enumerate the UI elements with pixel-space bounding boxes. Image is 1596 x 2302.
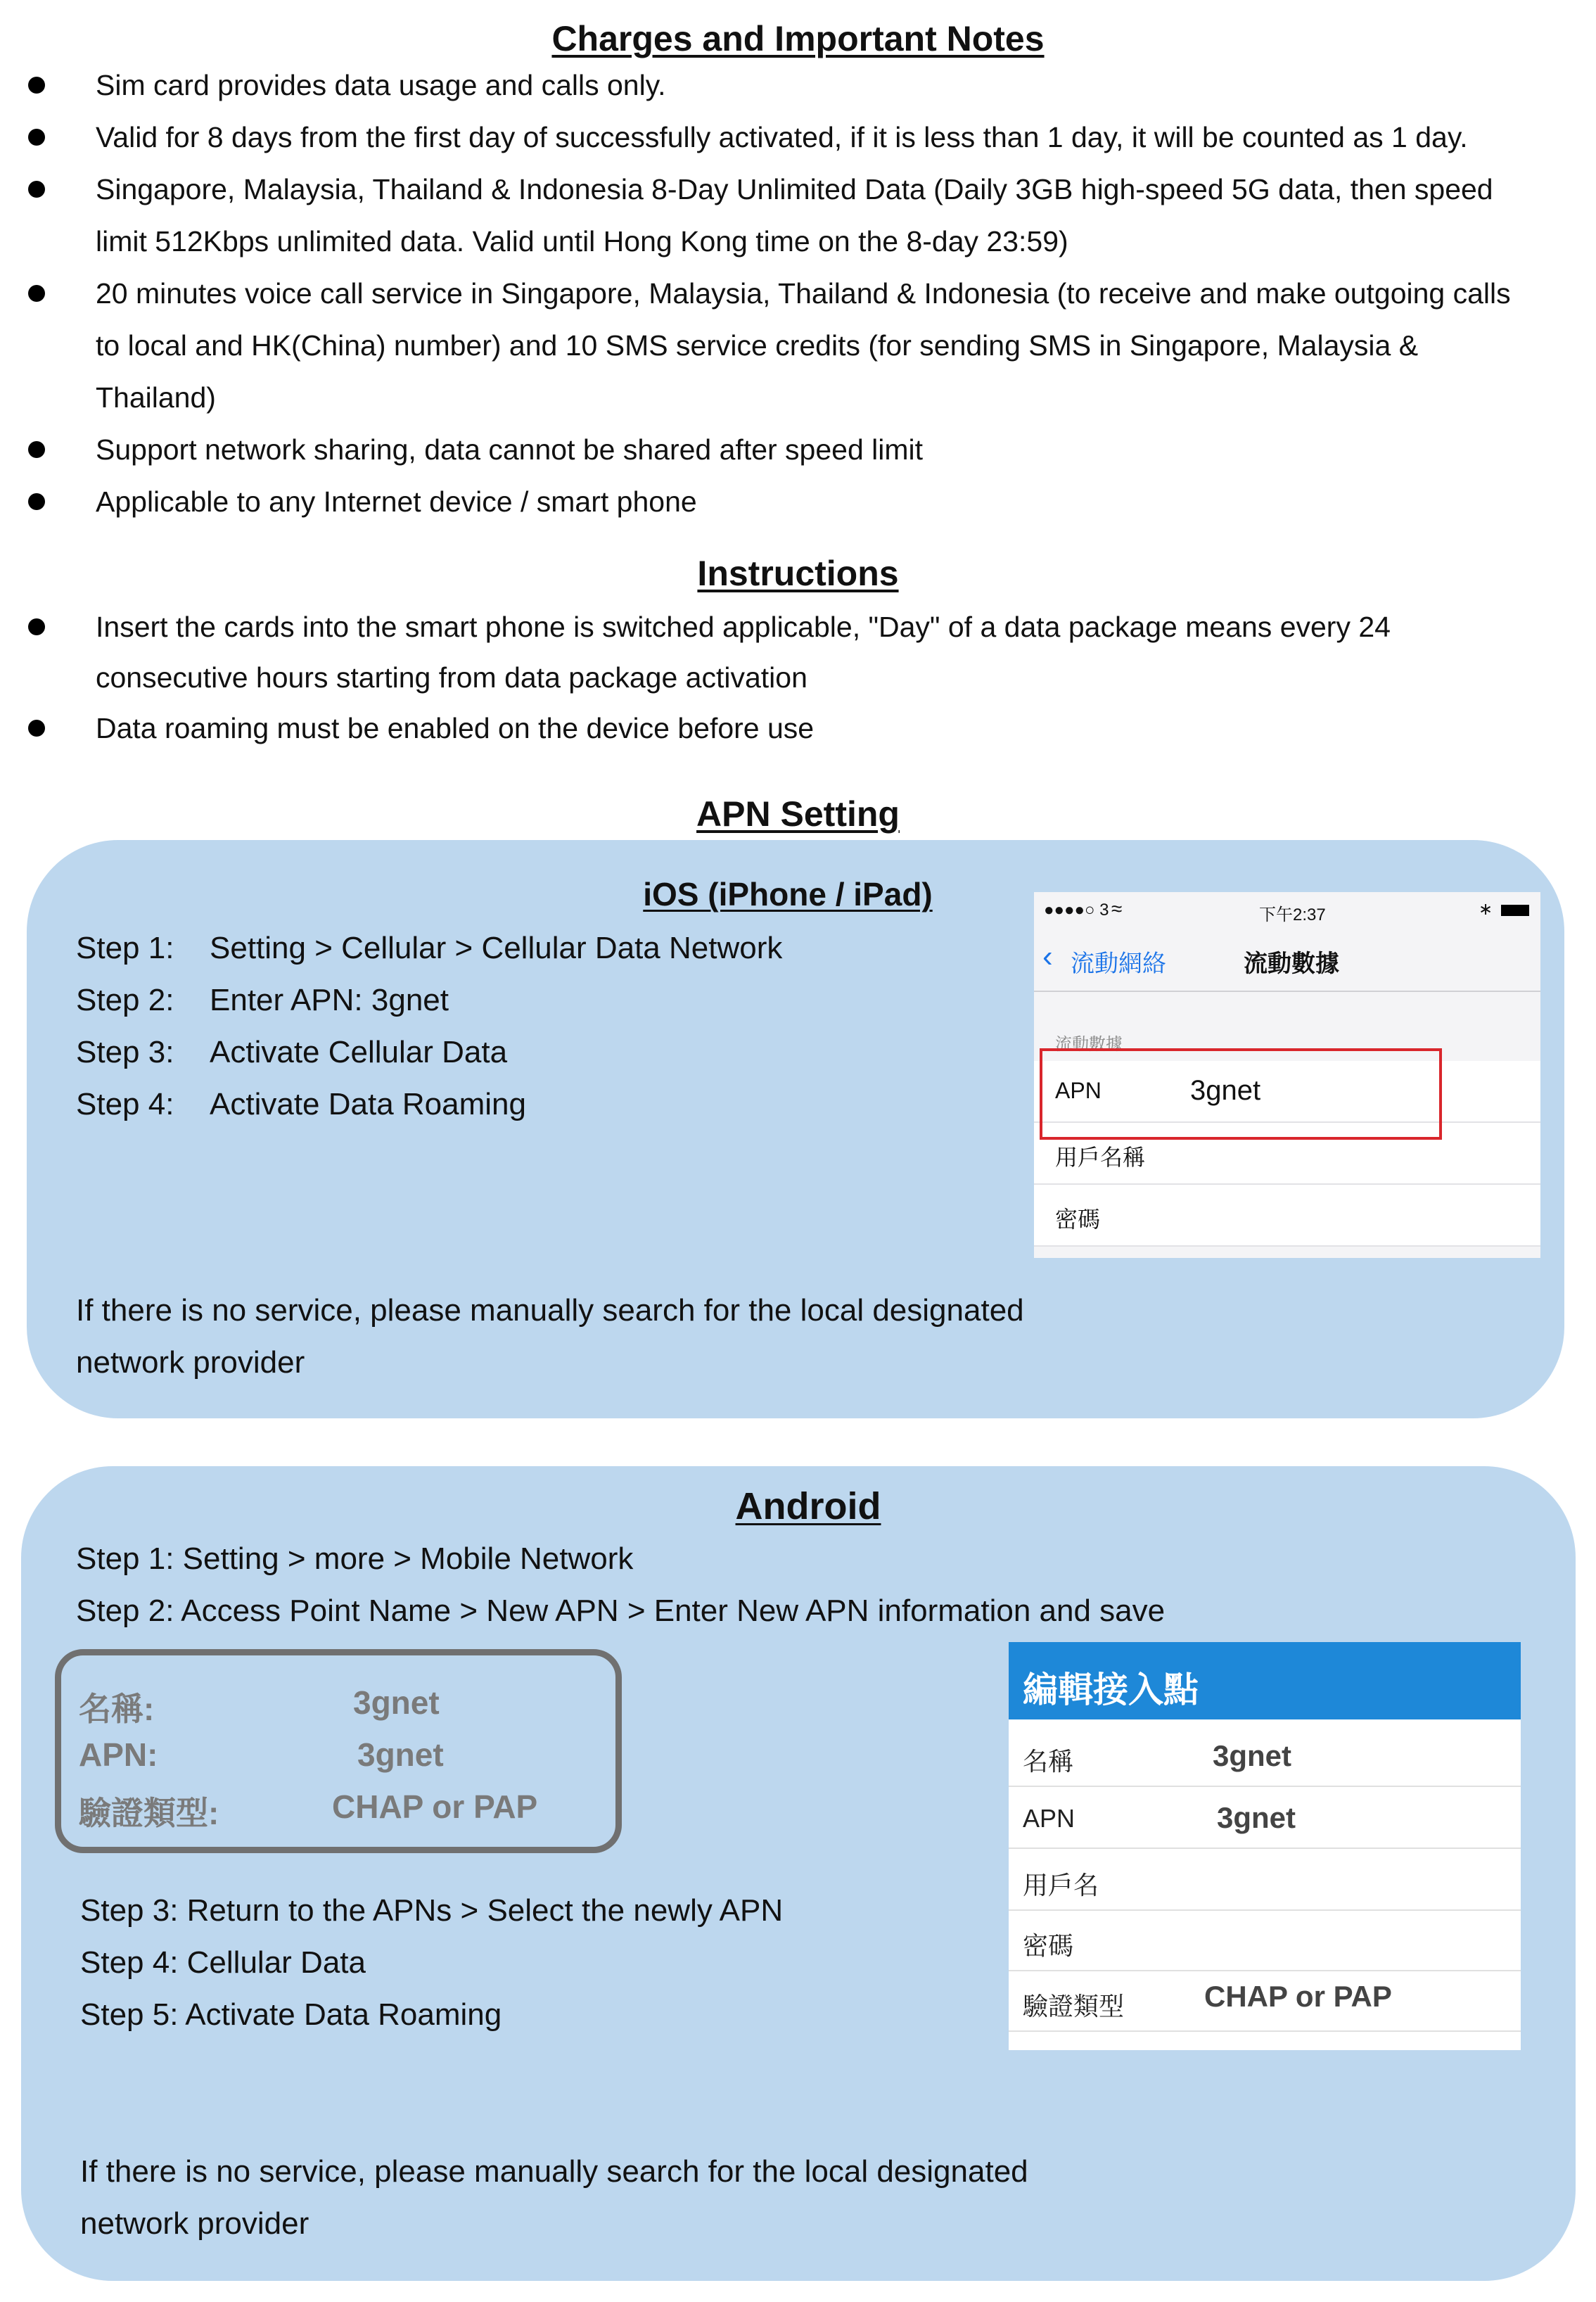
nav-title: 流動數據 [1244,950,1339,977]
row-value: 3gnet [353,1684,440,1721]
carrier-label: ●●●●○ 3 [1044,901,1109,920]
apn-box-row [79,1736,444,1774]
username-row[interactable] [1009,1849,1521,1911]
row-value: 3gnet [1213,1739,1292,1772]
row-label: 驗證類型 [1023,1992,1125,2021]
step-label: Step 2: [76,983,174,1017]
apn-box-row [79,1788,538,1834]
step-text: Setting > Cellular > Cellular Data Network [210,931,783,965]
list-item-text: Data roaming must be enabled on the device before use [96,712,815,744]
list-item-text: Sim card provides data usage and calls only. [96,69,666,101]
row-value: 3gnet [1217,1801,1296,1834]
apn-row[interactable] [1009,1787,1521,1849]
apn-value-input[interactable]: 3gnet [1190,1075,1261,1106]
password-row[interactable] [1009,1909,1521,1971]
android-apn-screenshot [1009,1642,1521,2050]
row-label: 用戶名 [1023,1871,1099,1900]
android-heading: Android [735,1485,881,1527]
row-label: 名稱: [79,1691,155,1727]
step-text: Enter APN: 3gnet [210,983,449,1017]
password-row[interactable] [1034,1185,1540,1247]
list-item-text: Applicable to any Internet device / smart phone [96,485,697,518]
clock-label: 下午2:37 [1259,905,1326,924]
ios-status-bar [1034,892,1540,927]
apn-highlight-box [1040,1048,1442,1140]
battery-icon [1501,905,1529,916]
android-step: Step 3: Return to the APNs > Select the newly APN [80,1893,784,1928]
step-label: Step 3: [76,1035,174,1069]
apn-box-row [79,1684,440,1730]
bullet-icon [28,129,45,146]
android-step: Step 2: Access Point Name > New APN > Enter New APN information and save [76,1594,1166,1628]
bullet-icon [28,77,45,94]
ios-note: If there is no service, please manually search for the local designated network provider [76,1293,1024,1380]
android-header [1009,1642,1521,1719]
list-item-text: Insert the cards into the smart phone is switched applicable, "Day" of a data package means every 24 consecutive hours starting from data package activation [96,611,1391,694]
row-label: 密碼 [1023,1931,1074,1960]
row-value: CHAP or PAP [332,1788,538,1825]
auth-type-row[interactable] [1009,1970,1521,2032]
bluetooth-icon: ∗ [1479,900,1493,919]
ios-heading: iOS (iPhone / iPad) [643,876,933,912]
back-chevron-icon[interactable]: ‹ [1042,939,1053,974]
row-label: 用戶名稱 [1055,1145,1146,1170]
bullet-icon [28,720,45,737]
instructions-heading: Instructions [697,554,899,593]
row-value: CHAP or PAP [1204,1980,1392,2013]
row-label: APN: [79,1736,158,1773]
header-title: 編輯接入點 [1023,1670,1199,1710]
bullet-icon [28,493,45,510]
wifi-icon: ≈ [1111,898,1123,920]
step-text: Activate Cellular Data [210,1035,508,1069]
bullet-icon [28,181,45,198]
back-button[interactable]: 流動網絡 [1071,950,1166,977]
row-value: 3gnet [357,1736,444,1773]
bullet-icon [28,618,45,635]
android-note: If there is no service, please manually search for the local designated network provider [80,2154,1028,2241]
row-label: 驗證類型: [79,1795,219,1831]
step-label: Step 4: [76,1087,174,1121]
row-label: APN [1023,1804,1075,1833]
android-step: Step 1: Setting > more > Mobile Network [76,1541,634,1576]
row-label: 名稱 [1023,1747,1074,1776]
charges-heading: Charges and Important Notes [551,19,1045,58]
step-text: Activate Data Roaming [210,1087,526,1121]
section-header: 流動數據 [1055,1035,1123,1054]
list-item-text: Valid for 8 days from the first day of successfully activated, if it is less than 1 day, it will be counted as 1 day. [96,121,1468,153]
step-label: Step 1: [76,931,174,965]
bullet-icon [28,285,45,302]
list-item-text: 20 minutes voice call service in Singapore, Malaysia, Thailand & Indonesia (to receive and make outgoing calls to local and HK(China) number) and 10 SMS service credits (for sending SMS in Singapore, Malaysia & Thailand) [96,277,1511,414]
android-step: Step 4: Cellular Data [80,1945,366,1980]
list-item-text: Support network sharing, data cannot be shared after speed limit [96,433,924,466]
ios-nav-bar [1034,927,1540,992]
row-label: 密碼 [1055,1207,1101,1232]
bullet-icon [28,441,45,458]
row-label: APN [1055,1078,1102,1103]
list-item-text: Singapore, Malaysia, Thailand & Indonesia 8-Day Unlimited Data (Daily 3GB high-speed 5G data, then speed limit 512Kbps unlimited data. Valid until Hong Kong time on the 8-day 23:59) [96,173,1493,257]
android-step: Step 5: Activate Data Roaming [80,1997,502,2032]
apn-name-row[interactable] [1009,1725,1521,1787]
apn-heading: APN Setting [696,794,900,834]
